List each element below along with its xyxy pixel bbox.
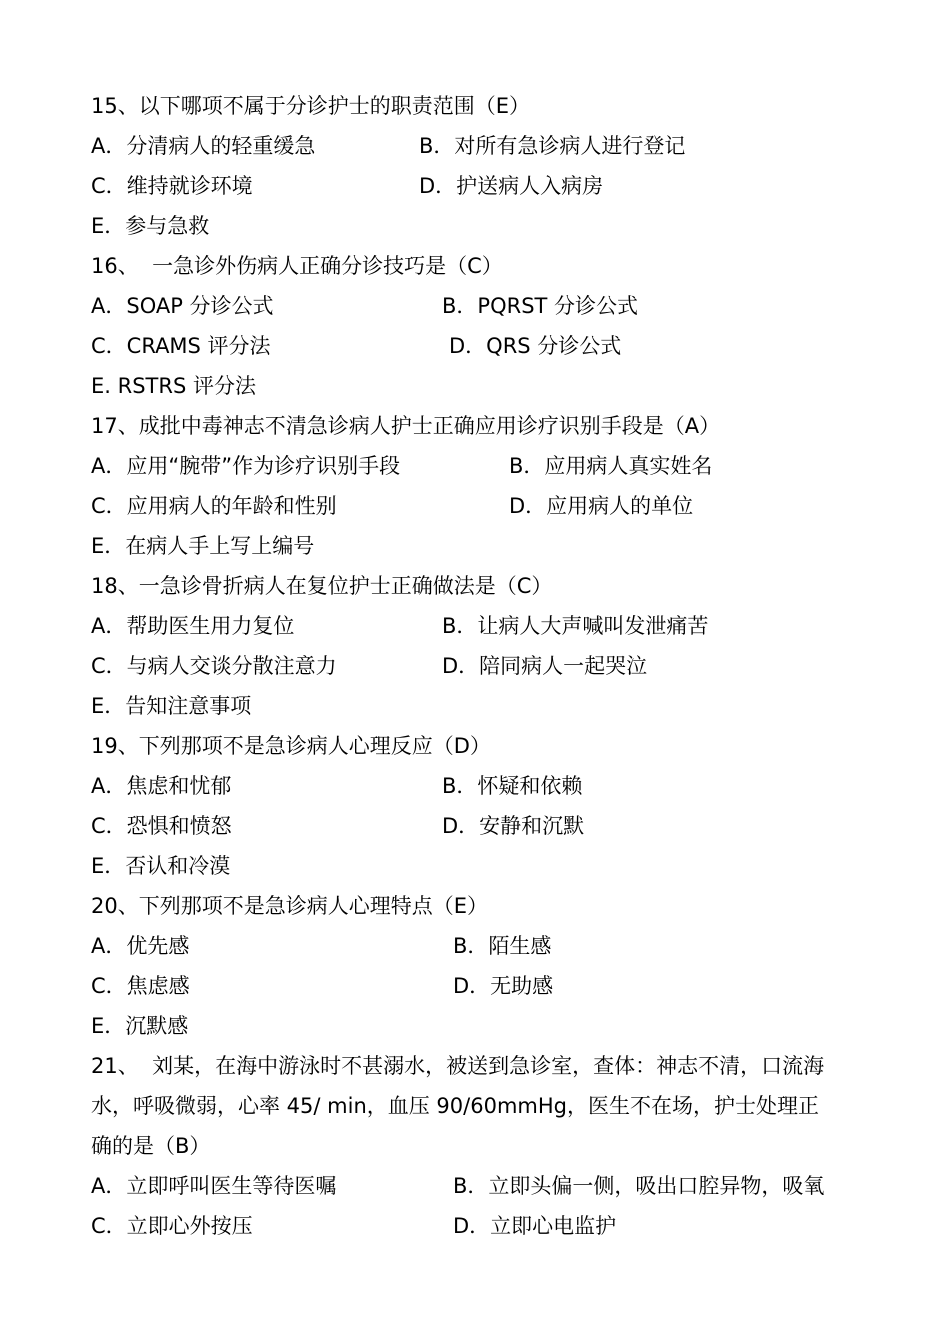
question-stem-line: 水，呼吸微弱，心率 45/ min，血压 90/60mmHg，医生不在场，护士处理正 — [91, 1094, 819, 1118]
option-a: A．分清病人的轻重缓急 — [91, 134, 316, 158]
option-row — [91, 446, 871, 486]
option-d: D．护送病人入病房 — [419, 174, 604, 198]
question-stem: 18、一急诊骨折病人在复位护士正确做法是（C） — [91, 574, 553, 598]
question-stem: 20、下列那项不是急诊病人心理特点（E） — [91, 894, 488, 918]
option-c: C．维持就诊环境 — [91, 174, 253, 198]
option-a: A．优先感 — [91, 934, 190, 958]
option-b: B．怀疑和依赖 — [442, 774, 583, 798]
option-e: E．在病人手上写上编号 — [91, 534, 315, 558]
question-list — [91, 86, 871, 1246]
option-row — [91, 486, 871, 526]
option-d: D．陪同病人一起哭泣 — [442, 654, 648, 678]
option-row — [91, 326, 871, 366]
option-c: C．恐惧和愤怒 — [91, 814, 232, 838]
option-row — [91, 766, 871, 806]
option-a: A．应用“腕带”作为诊疗识别手段 — [91, 454, 401, 478]
option-b: B．陌生感 — [453, 934, 552, 958]
option-e: E．否认和冷漠 — [91, 854, 231, 878]
question-stem: 16、 一急诊外伤病人正确分诊技巧是（C） — [91, 254, 503, 278]
option-row — [91, 606, 871, 646]
option-b: B．让病人大声喊叫发泄痛苦 — [442, 614, 709, 638]
option-a: A．帮助医生用力复位 — [91, 614, 295, 638]
option-row — [91, 926, 871, 966]
option-row — [91, 1166, 871, 1206]
option-row — [91, 166, 871, 206]
option-b: B．对所有急诊病人进行登记 — [419, 134, 686, 158]
question-stem: 17、成批中毒神志不清急诊病人护士正确应用诊疗识别手段是（A） — [91, 414, 721, 438]
question-stem-line: 21、 刘某，在海中游泳时不甚溺水，被送到急诊室，查体：神志不清，口流海 — [91, 1054, 825, 1078]
option-row — [91, 126, 871, 166]
option-row — [91, 1206, 871, 1246]
option-c: C．焦虑感 — [91, 974, 190, 998]
option-d: D．立即心电监护 — [453, 1214, 617, 1238]
question-stem-line: 确的是（B） — [91, 1134, 211, 1158]
option-b: B．立即头偏一侧，吸出口腔异物，吸氧 — [453, 1174, 825, 1198]
option-d: D．QRS 分诊公式 — [449, 334, 622, 358]
option-a: A．焦虑和忧郁 — [91, 774, 232, 798]
option-row — [91, 806, 871, 846]
option-row — [91, 966, 871, 1006]
question-stem: 19、下列那项不是急诊病人心理反应（D） — [91, 734, 491, 758]
option-a: A．SOAP 分诊公式 — [91, 294, 274, 318]
option-b: B．PQRST 分诊公式 — [442, 294, 639, 318]
option-b: B．应用病人真实姓名 — [509, 454, 713, 478]
option-d: D．无助感 — [453, 974, 554, 998]
option-e: E. RSTRS 评分法 — [91, 374, 256, 398]
option-row — [91, 286, 871, 326]
option-e: E．告知注意事项 — [91, 694, 252, 718]
option-e: E．沉默感 — [91, 1014, 189, 1038]
option-a: A．立即呼叫医生等待医嘱 — [91, 1174, 337, 1198]
option-c: C．CRAMS 评分法 — [91, 334, 271, 358]
option-c: C．立即心外按压 — [91, 1214, 253, 1238]
question-stem: 15、以下哪项不属于分诊护士的职责范围（E） — [91, 94, 530, 118]
option-d: D．安静和沉默 — [442, 814, 585, 838]
option-c: C．与病人交谈分散注意力 — [91, 654, 337, 678]
option-e: E．参与急救 — [91, 214, 210, 238]
option-row — [91, 646, 871, 686]
option-d: D．应用病人的单位 — [509, 494, 694, 518]
option-c: C．应用病人的年龄和性别 — [91, 494, 337, 518]
